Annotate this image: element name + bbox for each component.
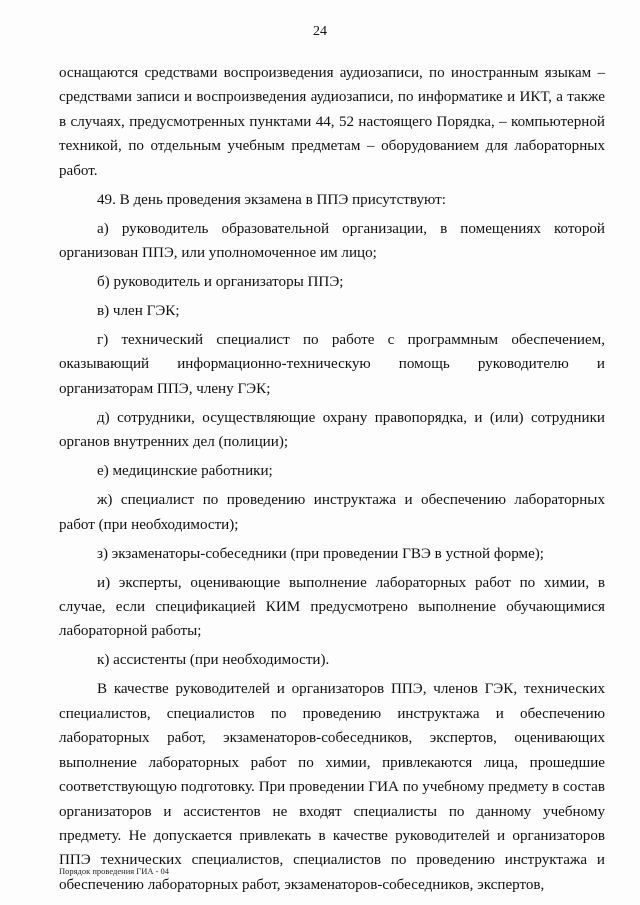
page-footer: Порядок проведения ГИА - 04 [59,866,170,876]
list-item-i: и) эксперты, оценивающие выполнение лабораторных работ по химии, в случае, если спецификацией КИМ предусмотрено выполнение обучающимися лабораторной работы; [59,574,605,640]
list-item-e: е) медицинские работники; [97,463,273,480]
list-item-zh: ж) специалист по проведению инструктажа и обеспечению лабораторных работ (при необходимости); [59,492,605,533]
paragraph-item-49: 49. В день проведения экзамена в ППЭ присутствуют: [97,191,446,208]
list-item-d: д) сотрудники, осуществляющие охрану правопорядка, и (или) сотрудники органов внутренних дел (полиции); [59,409,605,451]
list-item-z: з) экзаменаторы-собеседники (при проведении ГВЭ в устной форме); [97,545,544,562]
list-item-g: г) технический специалист по работе с программным обеспечением, оказывающий информационно-техническую помощь руководителю и организаторам ППЭ, члену ГЭК; [59,332,605,397]
list-item-b: б) руководитель и организаторы ППЭ; [97,274,344,291]
list-item-k: к) ассистенты (при необходимости). [97,652,330,669]
document-body [59,61,605,902]
paragraph-staff-requirements: В качестве руководителей и организаторов ППЭ, членов ГЭК, технических специалистов, специалистов по проведению инструктажа и обеспечению лабораторных работ, экзаменаторов-собеседников, экспертов, оценивающих выполнение лабораторных работ по химии, привлекаются лица, прошедшие соответствующую подготовку. При проведении ГИА по учебному предмету в состав организаторов и ассистентов не входят специалисты по данному учебному предмету. Не допускается привлекать в качестве руководителей и организаторов ППЭ технических специалистов, специалистов по проведению инструктажа и обеспечению лабораторных работ, экзаменаторов-собеседников, экспертов, [59,681,605,893]
page-number: 24 [313,24,327,39]
list-item-v: в) член ГЭК; [97,303,180,320]
list-item-a: а) руководитель образовательной организации, в помещениях которой организован ППЭ, или уполномоченное им лицо; [59,220,605,262]
paragraph-continuation: оснащаются средствами воспроизведения аудиозаписи, по иностранным языкам – средствами записи и воспроизведения аудиозаписи, по информатике и ИКТ, а также в случаях, предусмотренных пунктами 44, 52 настоящего Порядка, – компьютерной техникой, по отдельным учебным предметам – оборудованием для лабораторных работ. [59,65,605,179]
